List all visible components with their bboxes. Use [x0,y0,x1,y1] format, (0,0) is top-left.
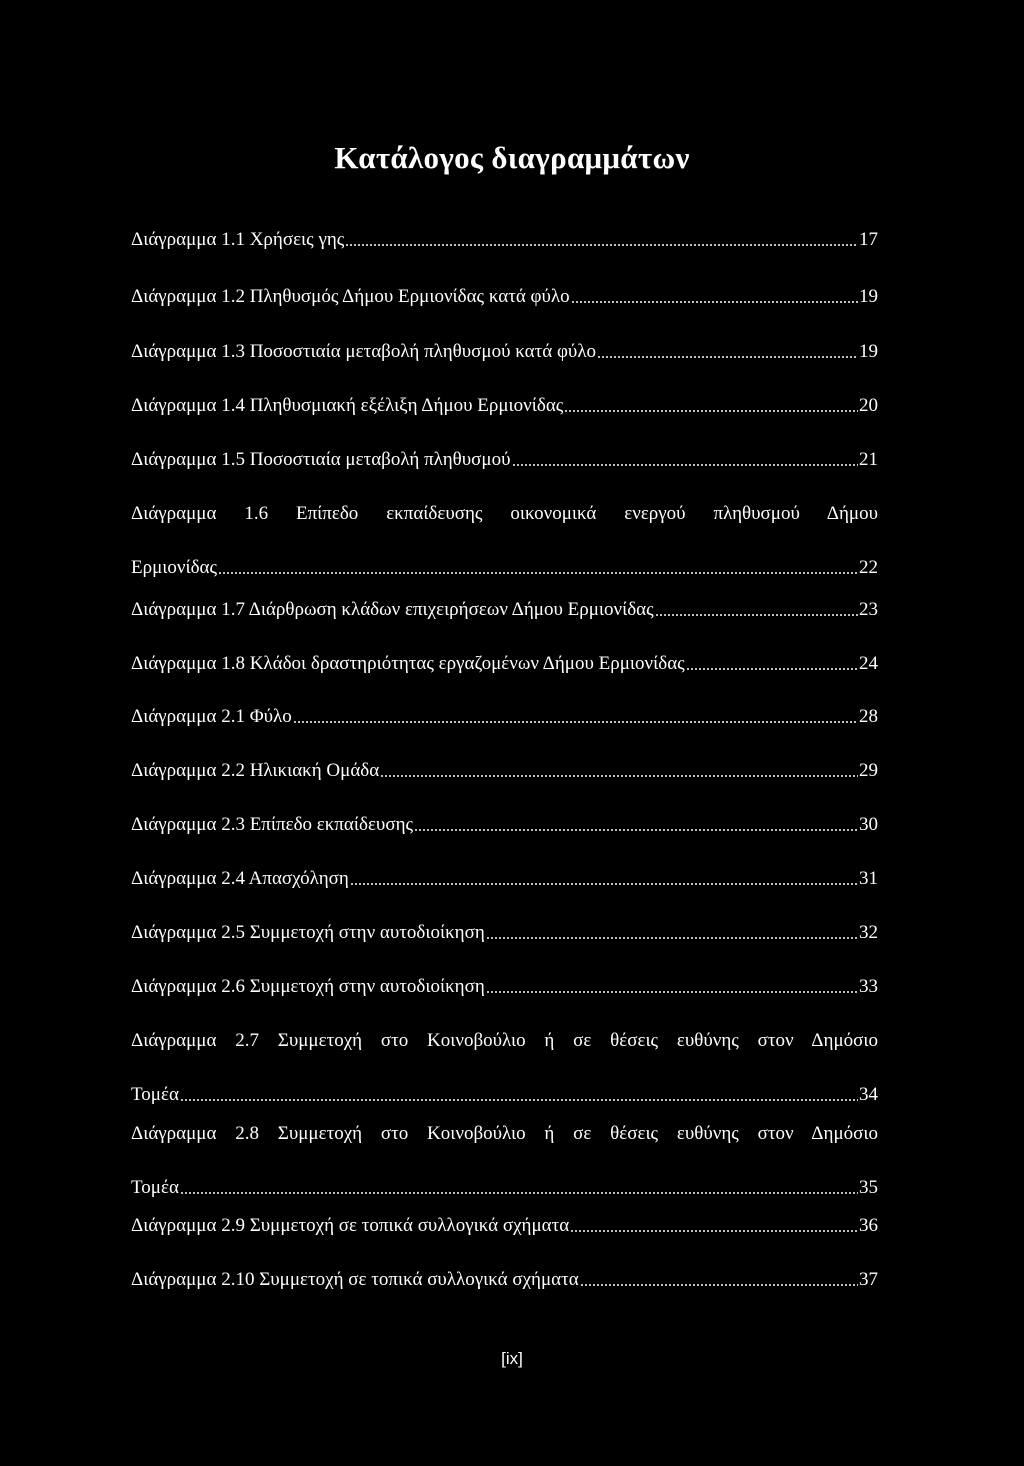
toc-entry-label: Διάγραμμα 2.8 Συμμετοχή στο Κοινοβούλιο ή σε θέσεις ευθύνης στον Δημόσιο [131,1123,878,1144]
toc-page-number: 28 [859,706,878,727]
toc-page-number: 33 [859,976,878,997]
toc-entry-label: Διάγραμμα 2.7 Συμμετοχή στο Κοινοβούλιο ή σε θέσεις ευθύνης στον Δημόσιο [131,1030,878,1051]
toc-entry-label: Διάγραμμα 1.4 Πληθυσμιακή εξέλιξη Δήμου Ερμιονίδας [131,395,564,416]
dot-leader [180,1099,858,1101]
toc-page-number: 34 [859,1084,878,1105]
toc-entry-label: Διάγραμμα 1.6 Επίπεδο εκπαίδευσης οικονομικά ενεργού πληθυσμού Δήμου [131,503,878,524]
toc-entry[interactable] [131,283,878,311]
toc-entry-label: Διάγραμμα 2.3 Επίπεδο εκπαίδευσης [131,814,414,835]
toc-entry[interactable] [131,757,878,785]
toc-entry[interactable] [131,919,878,947]
toc-page-number: 36 [859,1215,878,1236]
page-title: Κατάλογος διαγραμμάτων [334,139,690,175]
dot-leader [486,937,858,939]
dot-leader [293,721,858,723]
dot-leader [345,244,858,246]
toc-line [131,811,878,839]
dot-leader [486,991,858,993]
toc-page-number: 21 [859,449,878,470]
toc-line [131,650,878,678]
toc-page-number: 37 [859,1269,878,1290]
dot-leader [414,829,858,831]
toc-line [131,703,878,731]
toc-page-number: 19 [859,286,878,307]
toc-line [131,1212,878,1240]
toc-line [131,919,878,947]
toc-line [131,1266,878,1294]
toc-entry-label: Διάγραμμα 1.3 Ποσοστιαία μεταβολή πληθυσμού κατά φύλο [131,341,597,362]
toc-line [131,1174,878,1202]
toc-line [131,226,878,254]
toc-entry[interactable] [131,1266,878,1294]
dot-leader [180,1192,858,1194]
toc-entry-label: Τομέα [131,1177,179,1198]
dot-leader [580,1284,858,1286]
toc-page-number: 23 [859,599,878,620]
toc-entry-label: Διάγραμμα 1.1 Χρήσεις γης [131,229,345,250]
toc-entry-label: Διάγραμμα 2.6 Συμμετοχή στην αυτοδιοίκηση [131,976,485,997]
toc-entry[interactable] [131,865,878,893]
toc-page-number: 22 [859,557,878,578]
dot-leader [564,410,858,412]
dot-leader [218,572,858,574]
toc-page-number: 30 [859,814,878,835]
toc-line [131,973,878,1001]
toc-entry-label: Τομέα [131,1084,179,1105]
toc-entry-label: Διάγραμμα 2.4 Απασχόληση [131,868,349,889]
dot-leader [686,668,858,670]
dot-leader [380,775,858,777]
toc-line [131,392,878,420]
toc-page-number: 19 [859,341,878,362]
dot-leader [512,464,859,466]
toc-entry-label: Διάγραμμα 1.7 Διάρθρωση κλάδων επιχειρήσεων Δήμου Ερμιονίδας [131,599,654,620]
toc-line [131,446,878,474]
toc-entry[interactable] [131,226,878,254]
toc-entry-label: Διάγραμμα 2.1 Φύλο [131,706,292,727]
toc-entry-label: Ερμιονίδας [131,557,218,578]
toc-line [131,338,878,366]
toc-entry[interactable] [131,596,878,624]
toc-entry[interactable] [131,500,878,582]
toc-entry-label: Διάγραμμα 2.5 Συμμετοχή στην αυτοδιοίκηση [131,922,485,943]
toc-entry-label: Διάγραμμα 2.9 Συμμετοχή σε τοπικά συλλογικά σχήματα [131,1215,570,1236]
dot-leader [655,614,858,616]
toc-page-number: 35 [859,1177,878,1198]
toc-entry-label: Διάγραμμα 1.8 Κλάδοι δραστηριότητας εργαζομένων Δήμου Ερμιονίδας [131,653,685,674]
toc-page-number: 32 [859,922,878,943]
toc-line [131,757,878,785]
toc-line [131,1081,878,1109]
toc-entry-label: Διάγραμμα 2.2 Ηλικιακή Ομάδα [131,760,380,781]
toc-page-number: 20 [859,395,878,416]
toc-page-number: 31 [859,868,878,889]
dot-leader [570,1230,858,1232]
toc-page-number: 29 [859,760,878,781]
toc-entry[interactable] [131,446,878,474]
toc-entry[interactable] [131,1212,878,1240]
toc-entry[interactable] [131,703,878,731]
toc-entry[interactable] [131,392,878,420]
dot-leader [597,356,858,358]
toc-entry[interactable] [131,811,878,839]
toc-line [131,554,878,582]
toc-entry[interactable] [131,650,878,678]
page-number: [ix] [501,1349,523,1368]
toc-entry[interactable] [131,1027,878,1109]
toc-page-number: 24 [859,653,878,674]
dot-leader [571,301,858,303]
toc-line [131,283,878,311]
toc-entry[interactable] [131,1120,878,1202]
toc-entry[interactable] [131,973,878,1001]
toc-line [131,865,878,893]
toc-entry-label: Διάγραμμα 2.10 Συμμετοχή σε τοπικά συλλογικά σχήματα [131,1269,579,1290]
toc-entry[interactable] [131,338,878,366]
toc-entry-label: Διάγραμμα 1.5 Ποσοστιαία μεταβολή πληθυσμού [131,449,511,470]
toc-page-number: 17 [859,229,878,250]
toc-line [131,596,878,624]
dot-leader [350,883,858,885]
toc-entry-label: Διάγραμμα 1.2 Πληθυσμός Δήμου Ερμιονίδας κατά φύλο [131,286,570,307]
